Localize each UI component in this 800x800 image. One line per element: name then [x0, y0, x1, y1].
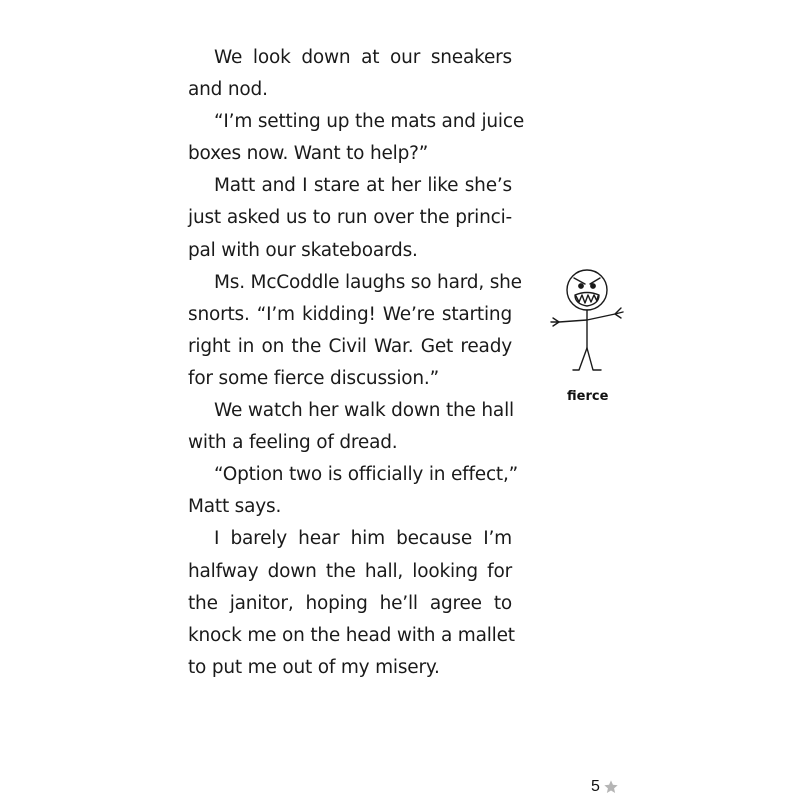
- text-line: snorts. “I’m kidding! We’re starting: [188, 303, 512, 325]
- text-line: with a feeling of dread.: [188, 432, 398, 454]
- illustration-caption: fierce: [567, 389, 609, 404]
- text-line: “I’m setting up the mats and juice: [214, 111, 525, 133]
- text-line: for some fierce discussion.”: [188, 367, 439, 389]
- text-line: knock me on the head with a mallet: [188, 624, 515, 646]
- text-line: I barely hear him because I’m: [214, 528, 512, 550]
- story-text: [188, 42, 525, 684]
- text-line: We watch her walk down the hall: [214, 400, 514, 422]
- text-line: Matt and I stare at her like she’s: [214, 175, 512, 197]
- text-line: the janitor, hoping he’ll agree to: [188, 592, 512, 614]
- text-line: pal with our skateboards.: [188, 239, 418, 261]
- text-line: We look down at our sneakers: [214, 47, 512, 68]
- text-line: Ms. McCoddle laughs so hard, she: [214, 271, 522, 293]
- text-line: boxes now. Want to help?”: [188, 143, 429, 165]
- star-icon: [603, 779, 619, 795]
- page-number: [591, 778, 619, 796]
- text-line: Matt says.: [188, 496, 282, 518]
- text-line: and nod.: [188, 79, 268, 101]
- text-line: to put me out of my misery.: [188, 656, 440, 678]
- text-line: just asked us to run over the princi-: [188, 207, 512, 229]
- text-line: right in on the Civil War. Get ready: [188, 335, 512, 357]
- page-number-label: 5: [591, 778, 600, 795]
- text-line: “Option two is officially in effect,”: [214, 464, 519, 486]
- text-line: halfway down the hall, looking for: [188, 560, 512, 582]
- fierce-stick-figure-icon: [545, 262, 635, 402]
